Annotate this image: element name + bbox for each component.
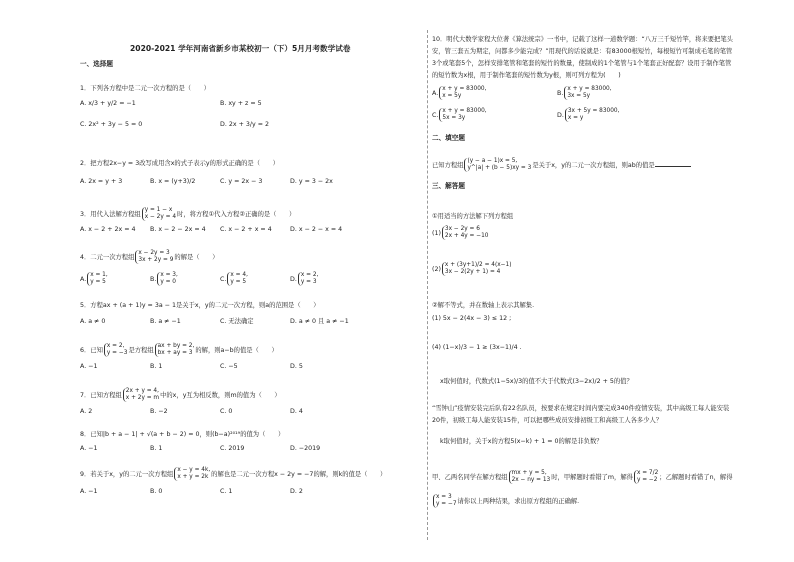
q8-option-c: C. 2019: [220, 445, 245, 452]
q3-system: [142, 207, 176, 221]
q4-d-x: x = 2,: [300, 272, 319, 278]
section-fill-heading: 二、填空题: [432, 134, 465, 142]
q10-line3: 3个或笔套5个，怎样安排笔管和笔套的短竹的数量，使制成的1个笔管与1个笔套正好配套？设用于制作笔管: [432, 60, 732, 67]
fill-pre: 已知方程组: [432, 161, 464, 169]
s1-heading: ①用适当的方法解下列方程组: [432, 213, 514, 220]
q6-option-a: A. −1: [80, 363, 98, 370]
q6-system: [155, 343, 195, 357]
s6-line1: [432, 470, 733, 484]
q6-stem-mid: 是方程组: [128, 346, 154, 354]
q4-eq1: x − 2y = 3: [138, 250, 170, 256]
q10-a-eq2: x = 5y: [442, 92, 462, 99]
q7-eq1: 2x + y = 4,: [125, 388, 159, 394]
q4-stem-pre: 4．二元一次方程组: [80, 253, 135, 261]
section-answer-heading: 三、解答题: [432, 182, 465, 190]
q9-stem-post: 的解也是二元一次方程x − 2y = −7的解，则k的值是（ ）: [211, 470, 387, 478]
section-choice-heading: 一、选择题: [80, 60, 113, 68]
s1-p2-label: (2): [432, 265, 441, 273]
s1-p2-eq1: x + (3y+1)/2 = 4(x−1): [444, 262, 512, 268]
q10-line2: 安，管三套五为期定，问都多少能完成？”用现代的话说就是：有83000根短竹，每根短竹可制成毛笔的笔管: [432, 48, 733, 55]
q2-option-b: B. x = (y+3)/2: [150, 178, 196, 185]
fill-eq1: (y − a − 1)x = 5,: [467, 158, 518, 164]
q1-option-a: A. x/3 + y/2 = −1: [80, 100, 136, 107]
q3-stem-pre: 3．用代入法解方程组: [80, 210, 141, 218]
s6-y2: y = −7: [436, 500, 457, 507]
q3-stem-post: 时，将方程①代入方程②正确的是（ ）: [177, 210, 296, 218]
q10-option-b: B. x + y = 83000, 3x = 5y: [557, 86, 612, 99]
q5-option-b: B. a ≠ −1: [150, 318, 181, 325]
q6-eq1: ax + by = 2,: [157, 343, 195, 349]
q1-stem: 1．下列各方程中是二元一次方程的是（ ）: [80, 85, 210, 92]
s2-part2: (4) (1−x)/3 − 1 ≥ (3x−1)/4 .: [432, 344, 522, 351]
s3-question: x取何值时，代数式(1−5x)/3的值不大于代数式(3−2x)/2 + 5的值？: [440, 378, 633, 385]
q10-c-eq2: 5x = 3y: [442, 114, 466, 121]
q8-option-b: B. 1: [150, 445, 163, 452]
q7-system: [123, 388, 159, 402]
q4-option-c: C. x = 4, y = 5: [220, 272, 248, 285]
q1-option-c: C. 2x² + 3y − 5 = 0: [80, 121, 143, 128]
q4-c-x: x = 4,: [230, 272, 248, 278]
q9-option-a: A. −1: [80, 488, 98, 495]
q7-option-b: B. −2: [150, 408, 168, 415]
q6-x: x = 2,: [106, 343, 125, 349]
q9-eq1: x − y = 4k,: [177, 467, 211, 473]
q3-eq2: x − 2y = 4: [144, 213, 177, 220]
s5-question: k取何值时，关于x的方程5(x−k) + 1 = 0的解是非负数？: [440, 438, 603, 445]
q7-stem-post: 中的x，y互为相反数，则m的值为（ ）: [160, 391, 281, 399]
s2-part1: (1) 5x − 2(4x − 3) ≤ 12 ;: [432, 315, 512, 322]
q3-option-a: A. x − 2 + 2x = 4: [80, 226, 136, 233]
q5-stem: 5．方程ax + (a + 1)y = 3a − 1是关于x，y的二元一次方程，则a的范围是（ ）: [80, 302, 320, 309]
q10-option-c: C. x + y = 83000, 5x = 3y: [432, 108, 487, 121]
fill-post: 是关于x，y的二元一次方程组，则ab的值是: [532, 161, 655, 169]
q10-b-eq2: 3x = 5y: [567, 92, 591, 99]
answer-blank[interactable]: [655, 160, 691, 167]
q10-b-eq1: x + y = 83000,: [567, 86, 612, 92]
q3-eq1: y = 1 − x: [144, 207, 173, 213]
fill-system: [464, 158, 531, 172]
q10-d-eq1: 3x + 5y = 83000,: [567, 108, 620, 114]
q9-option-d: D. 2: [290, 488, 303, 495]
s6-mid: 时，甲解题时看错了m，解得: [551, 473, 633, 481]
s6-line2: [432, 494, 579, 508]
q4-a-x: x = 1,: [90, 272, 108, 278]
q4-stem: [80, 250, 218, 264]
s6-post: 请你以上两种结果，求出原方程组的正确解.: [457, 497, 580, 505]
s1-part1: [432, 226, 489, 240]
s6-x1: x = 7/2: [636, 470, 659, 476]
q3-option-b: B. x − 2 − 2x = 4: [150, 226, 206, 233]
q6-stem: [80, 343, 278, 357]
q5-option-c: C. 无法确定: [220, 318, 254, 325]
q7-option-d: D. 4: [290, 408, 303, 415]
q4-option-b: B. x = 3, y = 0: [150, 272, 178, 285]
q4-b-x: x = 3,: [160, 272, 178, 278]
s4-line1: “雪钟山”疫情安装完后队有22名队员，按要求在规定时间内要完成340件疫情安装，其中高级工每人能安装: [432, 405, 730, 412]
q2-option-a: A. 2x = y + 3: [80, 178, 123, 185]
q6-values: [104, 343, 128, 357]
q9-stem-pre: 9．若关于x，y的二元一次方程组: [80, 470, 174, 478]
q3-option-d: D. x − 2 − x = 4: [290, 226, 343, 233]
q4-d-y: y = 3: [300, 278, 317, 285]
s6-y1: y = −2: [636, 476, 658, 483]
exam-title: 2020-2021 学年河南省新乡市某校初一（下）5月月考数学试卷: [130, 44, 351, 53]
q6-option-c: C. −5: [220, 363, 238, 370]
q6-stem-pre: 6．已知: [80, 346, 103, 354]
q1-option-b: B. xy + z = 5: [220, 100, 262, 107]
s1-p1-eq2: 2x + 4y = −10: [444, 232, 489, 239]
s1-p1-eq1: 3x − 2y = 6: [444, 226, 480, 232]
q10-line4: 的短竹数为x根，用于制作笔套的短竹数为y根，则可列方程为( ): [432, 72, 621, 79]
q6-option-d: D. 5: [290, 363, 303, 370]
s6-pre: 甲、乙两名同学在解方程组: [432, 473, 508, 481]
q9-option-c: C. 1: [220, 488, 233, 495]
q2-option-d: D. y = 3 − 2x: [290, 178, 333, 185]
q8-option-d: D. −2019: [290, 445, 321, 452]
q4-system: [135, 250, 173, 264]
q9-option-b: B. 0: [150, 488, 163, 495]
q3-option-c: C. x − 2 + x = 4: [220, 226, 272, 233]
q10-d-eq2: x = y: [567, 114, 584, 121]
q10-a-eq1: x + y = 83000,: [442, 86, 487, 92]
q9-eq2: x + y = 2k: [177, 473, 209, 480]
s6-eq1: mx + y = 5,: [511, 470, 547, 476]
q4-a-y: y = 5: [90, 278, 106, 285]
q5-option-a: A. a ≠ 0: [80, 318, 106, 325]
q10-option-d: D. 3x + 5y = 83000, x = y: [557, 108, 620, 121]
q4-option-d: D. x = 2, y = 3: [290, 272, 319, 285]
s6-x2: x = 3: [436, 494, 452, 500]
q4-b-y: y = 0: [160, 278, 176, 285]
column-divider: [427, 30, 428, 540]
q7-stem-pre: 7．已知方程组: [80, 391, 122, 399]
s6-mid2: ；乙解题时看错了n，解得: [659, 473, 733, 481]
s4-line2: 20件，初级工每人能安装15件，可以把哪些成员安排初级工和高级工人各多少人？: [432, 417, 663, 424]
q7-eq2: x + 2y = m: [125, 394, 160, 401]
fill-eq2: y^|a| + (b − 5)xy = 3: [467, 164, 532, 171]
q6-y: y = −3: [106, 349, 128, 356]
q6-stem-post: 的解，则a−b的值是（ ）: [195, 346, 278, 354]
s1-part2: [432, 262, 512, 276]
q6-option-b: B. 1: [150, 363, 163, 370]
fill-question: [432, 158, 691, 172]
q4-eq2: 3x + 2y = 9: [138, 256, 174, 263]
s1-p2-eq2: 3x − 2(2y + 1) = 4: [444, 268, 501, 275]
q8-stem: 8．已知|b + a − 1| + √(a + b − 2) = 0，则(b−a)²⁰¹⁹的值为（ ）: [80, 431, 285, 438]
s6-eq2: 2x − ny = 13: [511, 476, 551, 483]
q3-stem: [80, 207, 295, 221]
q8-option-a: A. −1: [80, 445, 98, 452]
q2-option-c: C. y = 2x − 3: [220, 178, 263, 185]
q4-c-y: y = 5: [230, 278, 247, 285]
q10-line1: 10．明代大数学家程大位著《算法统宗》一书中，记载了这样一道数学题：“八万三千短竹竿，将来要把笔头: [432, 36, 733, 43]
q9-system: [174, 467, 210, 481]
q9-stem: [80, 467, 386, 481]
q10-c-eq1: x + y = 83000,: [442, 108, 487, 114]
q6-eq2: bx + ay = 3: [157, 349, 193, 356]
q5-option-d: D. a ≠ 0 且 a ≠ −1: [290, 318, 349, 325]
q7-option-c: C. 0: [220, 408, 233, 415]
q1-option-d: D. 2x + 3/y = 2: [220, 121, 270, 128]
q7-stem: [80, 388, 281, 402]
s1-p1-label: (1): [432, 229, 441, 237]
q7-option-a: A. 2: [80, 408, 93, 415]
q2-stem: 2．把方程2x−y = 3改写成用含x的式子表示y的形式正确的是（ ）: [80, 160, 279, 167]
q4-stem-post: 的解是（ ）: [174, 253, 219, 261]
q10-option-a: A. x + y = 83000, x = 5y: [432, 86, 487, 99]
q4-option-a: A. x = 1, y = 5: [80, 272, 108, 285]
s2-heading: ②解不等式，并在数轴上表示其解集.: [432, 302, 535, 309]
